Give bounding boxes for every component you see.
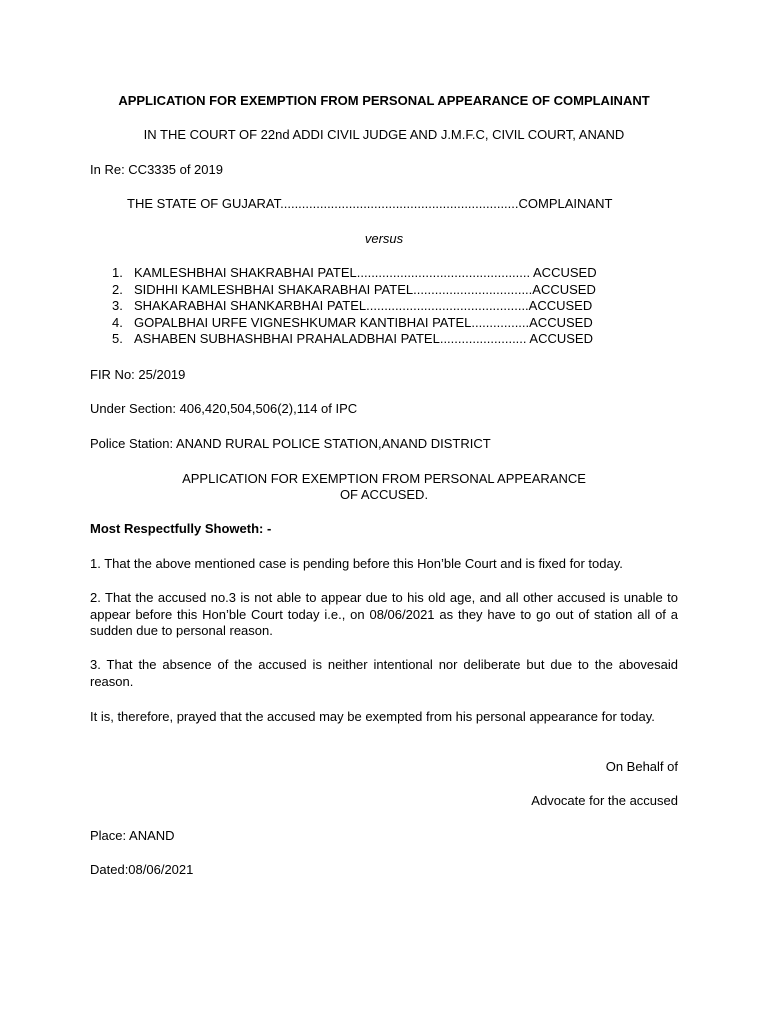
advocate-signature: Advocate for the accused: [531, 793, 678, 808]
list-number: 2.: [112, 281, 123, 297]
place-line: Place: ANAND: [90, 828, 175, 843]
list-item: [112, 298, 597, 315]
police-station: Police Station: ANAND RURAL POLICE STATION,ANAND DISTRICT: [90, 436, 491, 451]
document-title: APPLICATION FOR EXEMPTION FROM PERSONAL APPEARANCE OF COMPLAINANT: [118, 93, 650, 108]
list-item: [112, 265, 597, 282]
list-number: 1.: [112, 265, 123, 280]
accused-name: SIDHHI KAMLESHBHAI SHAKARABHAI PATEL.................................ACCUSED: [134, 281, 596, 297]
list-item: [112, 282, 597, 299]
fir-number: FIR No: 25/2019: [90, 367, 186, 382]
accused-name: GOPALBHAI URFE VIGNESHKUMAR KANTIBHAI PATEL................ACCUSED: [134, 314, 593, 330]
accused-name: SHAKARABHAI SHANKARBHAI PATEL.............................................ACCUSED: [134, 298, 593, 313]
on-behalf-text: On Behalf of: [605, 759, 678, 774]
application-subtitle-line2: OF ACCUSED.: [339, 487, 429, 502]
accused-name: ASHABEN SUBHASHBHAI PRAHALADBHAI PATEL........................ ACCUSED: [134, 331, 593, 346]
list-number: 3.: [112, 298, 123, 313]
paragraph-1: 1. That the above mentioned case is pending before this Hon’ble Court and is fixed for today.: [90, 556, 623, 571]
paragraph-2: 2. That the accused no.3 is not able to appear due to his old age, and all other accused is unable to appear before this Hon’ble Court today i.e., on 08/06/2021 as they have to go out of station all of a sudden due to personal reason.: [90, 590, 678, 638]
list-number: 5.: [112, 331, 123, 346]
list-number: 4.: [112, 314, 123, 330]
accused-list: [112, 265, 597, 348]
prayer-paragraph: It is, therefore, prayed that the accused may be exempted from his personal appearance for today.: [90, 709, 655, 724]
paragraph-3: 3. That the absence of the accused is neither intentional nor deliberate but due to the abovesaid reason.: [90, 657, 678, 689]
showeth-heading: Most Respectfully Showeth: -: [90, 521, 272, 536]
court-heading: IN THE COURT OF 22nd ADDI CIVIL JUDGE AND J.M.F.C, CIVIL COURT, ANAND: [143, 127, 625, 142]
list-item: [112, 331, 597, 348]
list-item: [112, 315, 597, 332]
application-subtitle-line1: APPLICATION FOR EXEMPTION FROM PERSONAL APPEARANCE: [182, 471, 586, 486]
complainant-line: THE STATE OF GUJARAT..................................................................COMPLAINANT: [127, 196, 613, 211]
case-reference: In Re: CC3335 of 2019: [90, 162, 223, 177]
under-section: Under Section: 406,420,504,506(2),114 of IPC: [90, 401, 358, 416]
versus-text: versus: [364, 231, 404, 246]
accused-name: KAMLESHBHAI SHAKRABHAI PATEL................................................ ACCUSED: [134, 265, 597, 280]
date-line: Dated:08/06/2021: [90, 862, 194, 877]
